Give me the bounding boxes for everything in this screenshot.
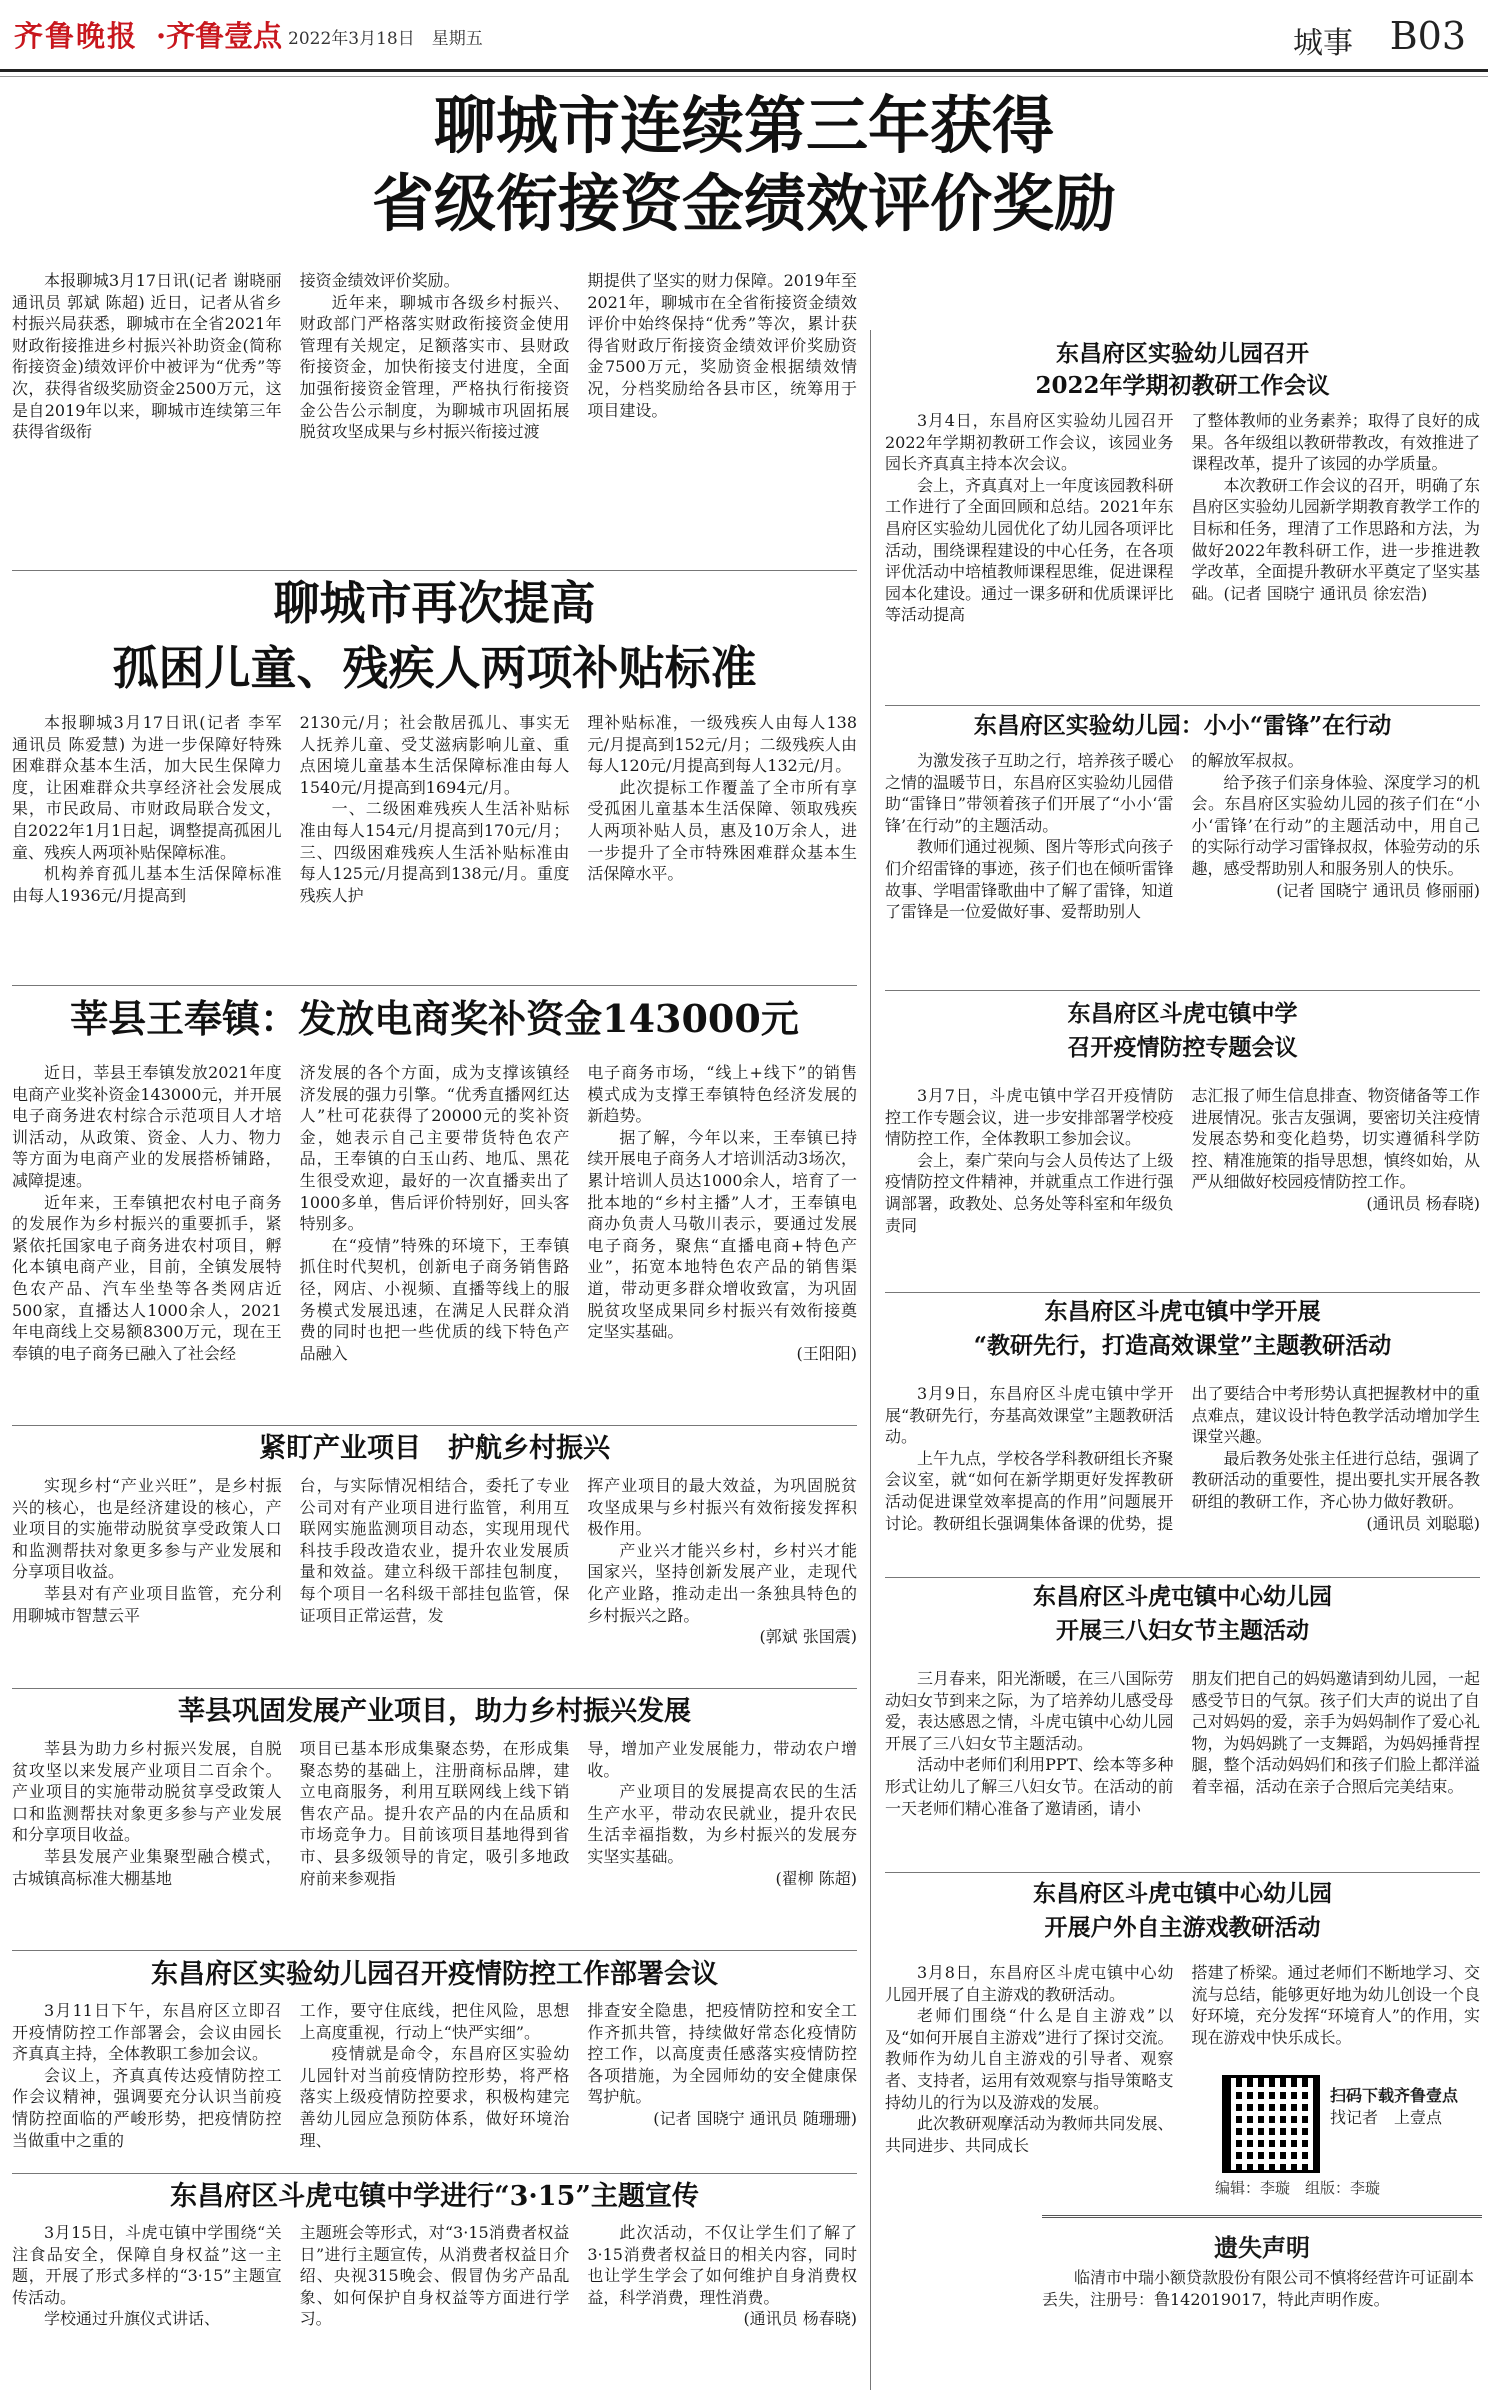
r3-p: 3月7日，斗虎屯镇中学召开疫情防控工作专题会议，进一步安排部署学校疫情防控工作，全体教职工参加会议。 <box>885 1086 1174 1149</box>
r4-body <box>885 1383 1480 1573</box>
a6-col-3 <box>587 2000 857 2151</box>
r3-col-1 <box>885 1085 1174 1236</box>
a1-col-1 <box>12 270 282 443</box>
r6-p: 此次教研观摩活动为教师共同发展、共同进步、共同成长 <box>885 2114 1174 2155</box>
divider <box>885 1872 1480 1873</box>
a1-p: 本报聊城3月17日讯(记者 谢晓丽 通讯员 郭斌 陈超) 近日，记者从省乡村振兴局获悉，聊城市在全省2021年财政衔接推进乡村振兴补助资金(简称衔接资金)绩效评价中被评为“优秀”等次，获得省级奖励资金2500万元，这是自2019年以来，聊城市连续第三年获得省级衔 <box>12 271 282 442</box>
a5-title: 莘县巩固发展产业项目，助力乡村振兴发展 <box>178 1696 691 1727</box>
issue-date: 2022年3月18日 星期五 <box>288 29 483 49</box>
qr-caption <box>1330 2085 1480 2129</box>
newspaper-logo: 齐鲁晚报 <box>14 19 139 53</box>
divider <box>12 1688 857 1689</box>
r1-col-2 <box>1192 410 1481 626</box>
a4-p: 莘县对有产业项目监管，充分利用聊城市智慧云平 <box>12 1583 282 1625</box>
a2-col-2 <box>300 712 570 906</box>
r1-p: 本次教研工作会议的召开，明确了东昌府区实验幼儿园新学期教育教学工作的目标和任务，理清了工作思路和方法，为做好2022年教科研工作，进一步推进教学改革，全面提升教研水平奠定了坚实基础。(记者 国晓宁 通讯员 徐宏浩) <box>1191 475 1480 603</box>
qr-code-image[interactable] <box>1222 2075 1320 2173</box>
r4-byline: (通讯员 刘聪聪) <box>1366 1513 1480 1533</box>
a4-p: 台，与实际情况相结合，委托了专业公司对有产业项目进行监管，利用互联网实施监测项目动态，实现用现代科技手段改造农业，提升农业发展质量和效益。建立科级干部挂包制度，每个项目一名科级干部挂包监管，保证项目正常运营，发 <box>299 1476 570 1625</box>
r2-title: 东昌府区实验幼儿园：小小“雷锋”在行动 <box>973 712 1392 739</box>
r6-col-1 <box>885 1962 1174 2156</box>
divider <box>885 990 1480 991</box>
a2-title-line1: 聊城市再次提高 <box>273 576 596 630</box>
a3-p: 在“疫情”特殊的环境下，王奉镇抓住时代契机，创新电子商务销售路径，网店、小视频、直播等线上的服务模式发展迅速，在满足人民群众消费的同时也把一些优质的线下特色产品融入 <box>299 1235 570 1363</box>
a1-col-3 <box>587 270 857 443</box>
section-name: 城事 <box>1293 26 1353 61</box>
a6-title: 东昌府区实验幼儿园召开疫情防控工作部署会议 <box>151 1959 718 1990</box>
r2-p: 的解放军叔叔。 <box>1191 751 1304 770</box>
page-header <box>0 0 1488 72</box>
a6-col-1 <box>12 2000 282 2151</box>
article-1-body <box>12 270 857 560</box>
a3-p: 据了解，今年以来，王奉镇已持续开展电子商务人才培训活动3场次，累计培训人员达1000余人，培育了一批本地的“乡村主播”人才，王奉镇电商办负责人马敬川表示，要通过发展电子商务，聚焦“直播电商+特色产业”，拓宽本地特色农产品的销售渠道，带动更多群众增收致富，为巩固脱贫攻坚成果同乡村振兴有效衔接奠定坚实基础。 <box>587 1127 858 1342</box>
divider <box>885 1577 1480 1578</box>
a5-p: 莘县为助力乡村振兴发展，自脱贫攻坚以来发展产业项目二百余个。产业项目的实施带动脱贫享受政策人口和监测帮扶对象更多参与产业发展和分享项目收益。 <box>12 1739 282 1845</box>
a2-col-1 <box>12 712 282 906</box>
header-divider <box>0 76 1488 77</box>
a3-col-1 <box>12 1062 282 1364</box>
r5-title-line2: 开展三八妇女节主题活动 <box>1056 1617 1309 1644</box>
article-5-body <box>12 1738 857 1948</box>
a7-p: 主题班会等形式，对“3·15消费者权益日”进行主题宣传，从消费者权益日介绍、央视315晚会、假冒伪劣产品乱象、如何保护自身权益等方面进行学习。 <box>299 2223 570 2329</box>
r2-byline: (记者 国晓宁 通讯员 修丽丽) <box>1276 880 1480 900</box>
r2-p: 为激发孩子互助之行，培养孩子暖心之情的温暖节日，东昌府区实验幼儿园借助“雷锋日”带领着孩子们开展了“小小‘雷锋’在行动”的主题活动。 <box>885 751 1174 835</box>
a3-col-2 <box>300 1062 570 1364</box>
lost-notice <box>1042 2215 1482 2390</box>
r1-p: 3月4日，东昌府区实验幼儿园召开2022年学期初教研工作会议，该园业务园长齐真真主持本次会议。 <box>885 411 1174 474</box>
a3-p: 电子商务市场，“线上+线下”的销售模式成为支撑王奉镇特色经济发展的新趋势。 <box>587 1063 858 1126</box>
r5-col-1 <box>885 1668 1174 1819</box>
a4-p: 实现乡村“产业兴旺”，是乡村振兴的核心，也是经济建设的核心，产业项目的实施带动脱贫享受政策人口和监测帮扶对象更多参与产业发展和分享项目收益。 <box>12 1476 282 1582</box>
a2-p: 一、二级困难残疾人生活补贴标准由每人154元/月提高到170元/月；三、四级困难残疾人生活补贴标准由每人125元/月提高到138元/月。重度残疾人护 <box>299 799 570 905</box>
r1-col-1 <box>885 410 1174 626</box>
r5-title-line1: 东昌府区斗虎屯镇中心幼儿园 <box>1033 1583 1332 1610</box>
r2-col-1 <box>885 750 1174 923</box>
r4-title-line2: “教研先行，打造高效课堂”主题教研活动 <box>973 1332 1392 1359</box>
a2-p: 本报聊城3月17日讯(记者 李军 通讯员 陈爱慧) 为进一步保障好特殊困难群众基本生活，加大民生保障力度，让困难群众共享经济社会发展成果，市民政局、市财政局联合发文，自2022年1月1日起，调整提高孤困儿童、残疾人两项补贴保障标准。 <box>12 713 282 862</box>
a7-col-2 <box>300 2222 570 2330</box>
a7-p: 学校通过升旗仪式讲话、 <box>44 2309 221 2329</box>
a2-col-3 <box>587 712 857 906</box>
a2-p: 机构养育孤儿基本生活保障标准由每人1936元/月提高到 <box>12 864 282 905</box>
a6-p: 疫情就是命令，东昌府区实验幼儿园针对当前疫情防控形势，将严格落实上级疫情防控要求，积极构建完善幼儿园应急预防体系，做好环境治理、 <box>299 2044 570 2150</box>
a6-col-2 <box>300 2000 570 2151</box>
divider <box>12 985 857 986</box>
r5-p: 三月春来，阳光渐暖，在三八国际劳动妇女节到来之际，为了培养幼儿感受母爱，表达感恩之情，斗虎屯镇中心幼儿园开展了三八妇女节主题活动。 <box>885 1669 1174 1753</box>
r3-title-line2: 召开疫情防控专题会议 <box>1067 1034 1298 1061</box>
article-7-body <box>12 2222 857 2392</box>
page-number: B03 <box>1389 14 1466 58</box>
a3-p: 济发展的各个方面，成为支撑该镇经济发展的强力引擎。“优秀直播网红达人”杜可花获得了20000元的奖补资金，她表示自己主要带货特色农产品，王奉镇的白玉山药、地瓜、黑花生很受欢迎，最好的一次直播卖出了1000多单，售后评价特别好，回头客特别多。 <box>299 1063 570 1234</box>
r3-body <box>885 1085 1480 1290</box>
r2-p: 给予孩子们亲身体验、深度学习的机会。东昌府区实验幼儿园的孩子们在“小小‘雷锋’在行动”的主题活动中，用自己的实际行动学习雷锋叔叔，体验劳动的乐趣，感受帮助别人和服务别人的快乐。 <box>1191 772 1480 878</box>
a1-p: 期提供了坚实的财力保障。2019年至2021年，聊城市在全省衔接资金绩效评价中始终保持“优秀”等次，累计获得省财政厅衔接资金绩效评价奖励资金7500万元，奖励资金根据绩效情况，分档奖励给各县市区，统筹用于项目建设。 <box>587 271 858 420</box>
divider <box>12 1425 857 1426</box>
a7-p: 此次活动，不仅让学生们了解了3·15消费者权益日的相关内容，同时也让学生学会了如何维护自身消费权益，科学消费，理性消费。 <box>587 2223 858 2307</box>
article-3-body <box>12 1062 857 1422</box>
r1-p: 会上，齐真真对上一年度该园教科研工作进行了全面回顾和总结。2021年东昌府区实验幼儿园优化了幼儿园各项评比活动，围绕课程建设的中心任务，在各项评优活动中培植教师课程思维，促进课程园本化建设。通过一课多研和优质课评比等活动提高 <box>885 475 1174 625</box>
r3-byline: (通讯员 杨春晓) <box>1366 1193 1480 1213</box>
a5-p: 莘县发展产业集聚型融合模式，古城镇高标准大棚基地 <box>12 1846 282 1888</box>
a6-byline: (记者 国晓宁 通讯员 随珊珊) <box>653 2108 858 2128</box>
a4-p: 产业兴才能兴乡村，乡村兴才能国家兴，坚持创新发展产业，走现代化产业路，推动走出一条独具特色的乡村振兴之路。 <box>587 1540 858 1625</box>
article-4-body <box>12 1475 857 1685</box>
r1-title-line1: 东昌府区实验幼儿园召开 <box>1056 340 1309 367</box>
a7-col-1 <box>12 2222 282 2330</box>
a6-p: 排查安全隐患，把疫情防控和安全工作齐抓共管，持续做好常态化疫情防控工作，以高度责任感落实疫情防控各项措施，为全园师幼的安全健康保驾护航。 <box>587 2001 858 2107</box>
a7-p: 3月15日，斗虎屯镇中学围绕“关注食品安全，保障自身权益”这一主题，开展了形式多样的“3·15”主题宣传活动。 <box>12 2223 282 2307</box>
a5-byline: (翟柳 陈超) <box>775 1868 858 1888</box>
a3-title: 莘县王奉镇：发放电商奖补资金143000元 <box>70 996 799 1041</box>
r4-p: 上午九点，学校各学科教研组长齐聚会议室，就“如何在新学期更好发挥教研活动促进课堂效率提高的作用”问题展开讨论。教研组长强调集体备课的优势，提 <box>885 1448 1174 1533</box>
r3-title-line1: 东昌府区斗虎屯镇中学 <box>1067 1000 1298 1027</box>
a5-p: 项目已基本形成集聚态势，在形成集聚态势的基础上，注册商标品牌，建立电商服务，利用互联网线上线下销售农产品。提升农产品的内在品质和市场竞争力。目前该项目基地得到省市、县多级领导的肯定，吸引多地政府前来参观指 <box>299 1739 570 1888</box>
r6-p: 3月8日，东昌府区斗虎屯镇中心幼儿园开展了自主游戏的教研活动。 <box>885 1963 1174 2004</box>
a1-col-2 <box>300 270 570 443</box>
a1-title-line2: 省级衔接资金绩效评价奖励 <box>371 167 1116 240</box>
a3-p: 近年来，王奉镇把农村电子商务的发展作为乡村振兴的重要抓手，紧紧依托国家电子商务进农村项目，孵化本镇电商产业，目前，全镇发展特色农产品、汽车坐垫等各类网店近500家，直播达人1000余人，2021年电商线上交易额8300万元，现在王奉镇的电子商务已融入了社会经 <box>12 1192 282 1363</box>
divider <box>885 1292 1480 1293</box>
a5-col-2 <box>300 1738 570 1889</box>
r2-p: 教师们通过视频、图片等形式向孩子们介绍雷锋的事迹，孩子们也在倾听雷锋故事、学唱雷锋歌曲中了解了雷锋，知道了雷锋是一位爱做好事、爱帮助别人 <box>885 837 1174 922</box>
a4-col-1 <box>12 1475 282 1648</box>
qr-line2: 找记者 上壹点 <box>1330 2108 1443 2127</box>
divider <box>12 2173 857 2174</box>
r6-title-line2: 开展户外自主游戏教研活动 <box>1044 1914 1321 1941</box>
a4-col-2 <box>300 1475 570 1648</box>
r3-p: 会上，秦广荣向与会人员传达了上级疫情防控文件精神，并就重点工作进行强调部署，政教处、总务处等科室和年级负责同 <box>885 1150 1174 1235</box>
r4-p: 出了要结合中考形势认真把握教材中的重点难点，建议设计特色教学活动增加学生课堂兴趣。 <box>1191 1384 1480 1447</box>
divider <box>12 1950 857 1951</box>
a3-byline: (王阳阳) <box>796 1343 858 1363</box>
r6-p: 老师们围绕“什么是自主游戏”以及“如何开展自主游戏”进行了探讨交流。教师作为幼儿自主游戏的引导者、观察者、支持者，运用有效观察与指导策略支持幼儿的行为以及游戏的发展。 <box>885 2006 1174 2112</box>
a4-col-3 <box>587 1475 857 1648</box>
r6-p: 搭建了桥梁。通过老师们不断地学习、交流与总结，能够更好地为幼儿创设一个良好环境，充分发挥“环境育人”的作用，实现在游戏中快乐成长。 <box>1191 1963 1480 2047</box>
a5-p: 导，增加产业发展能力，带动农户增收。 <box>587 1739 858 1780</box>
r4-col-1 <box>885 1383 1174 1534</box>
a1-title-line1: 聊城市连续第三年获得 <box>433 89 1054 162</box>
a4-byline: (郭斌 张国震) <box>759 1627 858 1647</box>
editor-credit: 编辑：李璇 组版：李璇 <box>1215 2179 1381 2197</box>
r1-body <box>885 410 1480 700</box>
notice-title: 遗失声明 <box>1214 2233 1310 2262</box>
r3-col-2 <box>1192 1085 1481 1236</box>
a1-p: 接资金绩效评价奖励。 <box>299 271 460 290</box>
r5-p: 朋友们把自己的妈妈邀请到幼儿园，一起感受节日的气氛。孩子们大声的说出了自己对妈妈的爱，亲手为妈妈制作了爱心礼物，为妈妈跳了一支舞蹈，为妈妈捶背捏腿，整个活动妈妈们和孩子们脸上都洋溢着幸福，活动在亲子合照后完美结束。 <box>1191 1669 1480 1796</box>
a7-title: 东昌府区斗虎屯镇中学进行“3·15”主题宣传 <box>170 2181 699 2212</box>
a4-p: 挥产业项目的最大效益，为巩固脱贫攻坚成果与乡村振兴有效衔接发挥积极作用。 <box>587 1476 858 1539</box>
article-2-body <box>12 712 857 982</box>
a5-col-1 <box>12 1738 282 1889</box>
a2-title-line2: 孤困儿童、残疾人两项补贴标准 <box>112 641 757 695</box>
a2-p: 2130元/月；社会散居孤儿、事实无人抚养儿童、受艾滋病影响儿童、重点困境儿童基本生活保障标准由每人1540元/月提高到1694元/月。 <box>299 713 570 797</box>
r4-title-line1: 东昌府区斗虎屯镇中学开展 <box>1044 1298 1321 1325</box>
r4-p: 3月9日，东昌府区斗虎屯镇中学开展“教研先行，夯基高效课堂”主题教研活动。 <box>885 1384 1174 1447</box>
a5-p: 产业项目的发展提高农民的生活生产水平，带动农民就业，提升农民生活幸福指数，为乡村振兴的发展夯实坚实基础。 <box>587 1782 858 1866</box>
a6-p: 会议上，齐真真传达疫情防控工作会议精神，强调要充分认识当前疫情防控面临的严峻形势，把疫情防控当做重中之重的 <box>12 2065 282 2150</box>
a6-p: 3月11日下午，东昌府区立即召开疫情防控工作部署会，会议由园长齐真真主持，全体教职工参加会议。 <box>12 2001 282 2064</box>
r4-col-2 <box>1192 1383 1481 1534</box>
a6-p: 工作，要守住底线，把住风险，思想上高度重视，行动上“快严实细”。 <box>299 2001 570 2042</box>
r5-col-2 <box>1192 1668 1481 1819</box>
a1-p: 近年来，聊城市各级乡村振兴、财政部门严格落实财政衔接资金使用管理有关规定，足额落实市、县财政衔接资金，加快衔接支付进度，全面加强衔接资金管理，严格执行衔接资金公告公示制度，为聊城市巩固拓展脱贫攻坚成果与乡村振兴衔接过渡 <box>299 292 570 442</box>
r2-body <box>885 750 1480 985</box>
a2-p: 理补贴标准，一级残疾人由每人138元/月提高到152元/月；二级残疾人由每人120元/月提高到每人132元/月。 <box>587 713 858 776</box>
a3-col-3 <box>587 1062 857 1364</box>
r4-p: 最后教务处张主任进行总结，强调了教研活动的重要性，提出要扎实开展各教研组的教研工作，齐心协力做好教研。 <box>1191 1448 1480 1511</box>
a4-title: 紧盯产业项目 护航乡村振兴 <box>259 1433 610 1464</box>
a2-p: 此次提标工作覆盖了全市所有享受孤困儿童基本生活保障、领取残疾人两项补贴人员，惠及10万余人，进一步提升了全市特殊困难群众基本生活保障水平。 <box>587 777 858 884</box>
r5-body <box>885 1668 1480 1868</box>
r6-title-line1: 东昌府区斗虎屯镇中心幼儿园 <box>1033 1880 1332 1907</box>
r5-p: 活动中老师们利用PPT、绘本等多种形式让幼儿了解三八妇女节。在活动的前一天老师们精心准备了邀请函，请小 <box>885 1755 1174 1818</box>
divider <box>12 570 857 571</box>
qilu-logo: ·齐鲁壹点 <box>156 19 283 53</box>
article-6-body <box>12 2000 857 2170</box>
notice-body: 临清市中瑞小额贷款股份有限公司不慎将经营许可证副本丢失，注册号：鲁142019017，特此声明作废。 <box>1042 2268 1475 2309</box>
a3-p: 近日，莘县王奉镇发放2021年度电商产业奖补资金143000元，并开展电子商务进农村综合示范项目人才培训活动，从政策、资金、人力、物力等方面为电商产业的发展搭桥铺路，减障提速。 <box>12 1063 282 1190</box>
r1-title-line2: 2022年学期初教研工作会议 <box>1035 372 1330 399</box>
column-rule <box>870 330 871 2390</box>
r1-p: 了整体教师的业务素养；取得了良好的成果。各年级组以教研带教改，有效推进了课程改革，提升了该园的办学质量。 <box>1191 411 1480 474</box>
divider <box>885 705 1480 706</box>
r2-col-2 <box>1192 750 1481 923</box>
r3-p: 志汇报了师生信息排查、物资储备等工作进展情况。张吉友强调，要密切关注疫情发展态势和变化趋势，切实遵循科学防控、精准施策的指导思想，慎终如始，从严从细做好校园疫情防控工作。 <box>1191 1086 1480 1192</box>
qr-line1: 扫码下载齐鲁壹点 <box>1330 2086 1459 2105</box>
a5-col-3 <box>587 1738 857 1889</box>
a7-col-3 <box>587 2222 857 2330</box>
a7-byline: (通讯员 杨春晓) <box>743 2309 858 2329</box>
